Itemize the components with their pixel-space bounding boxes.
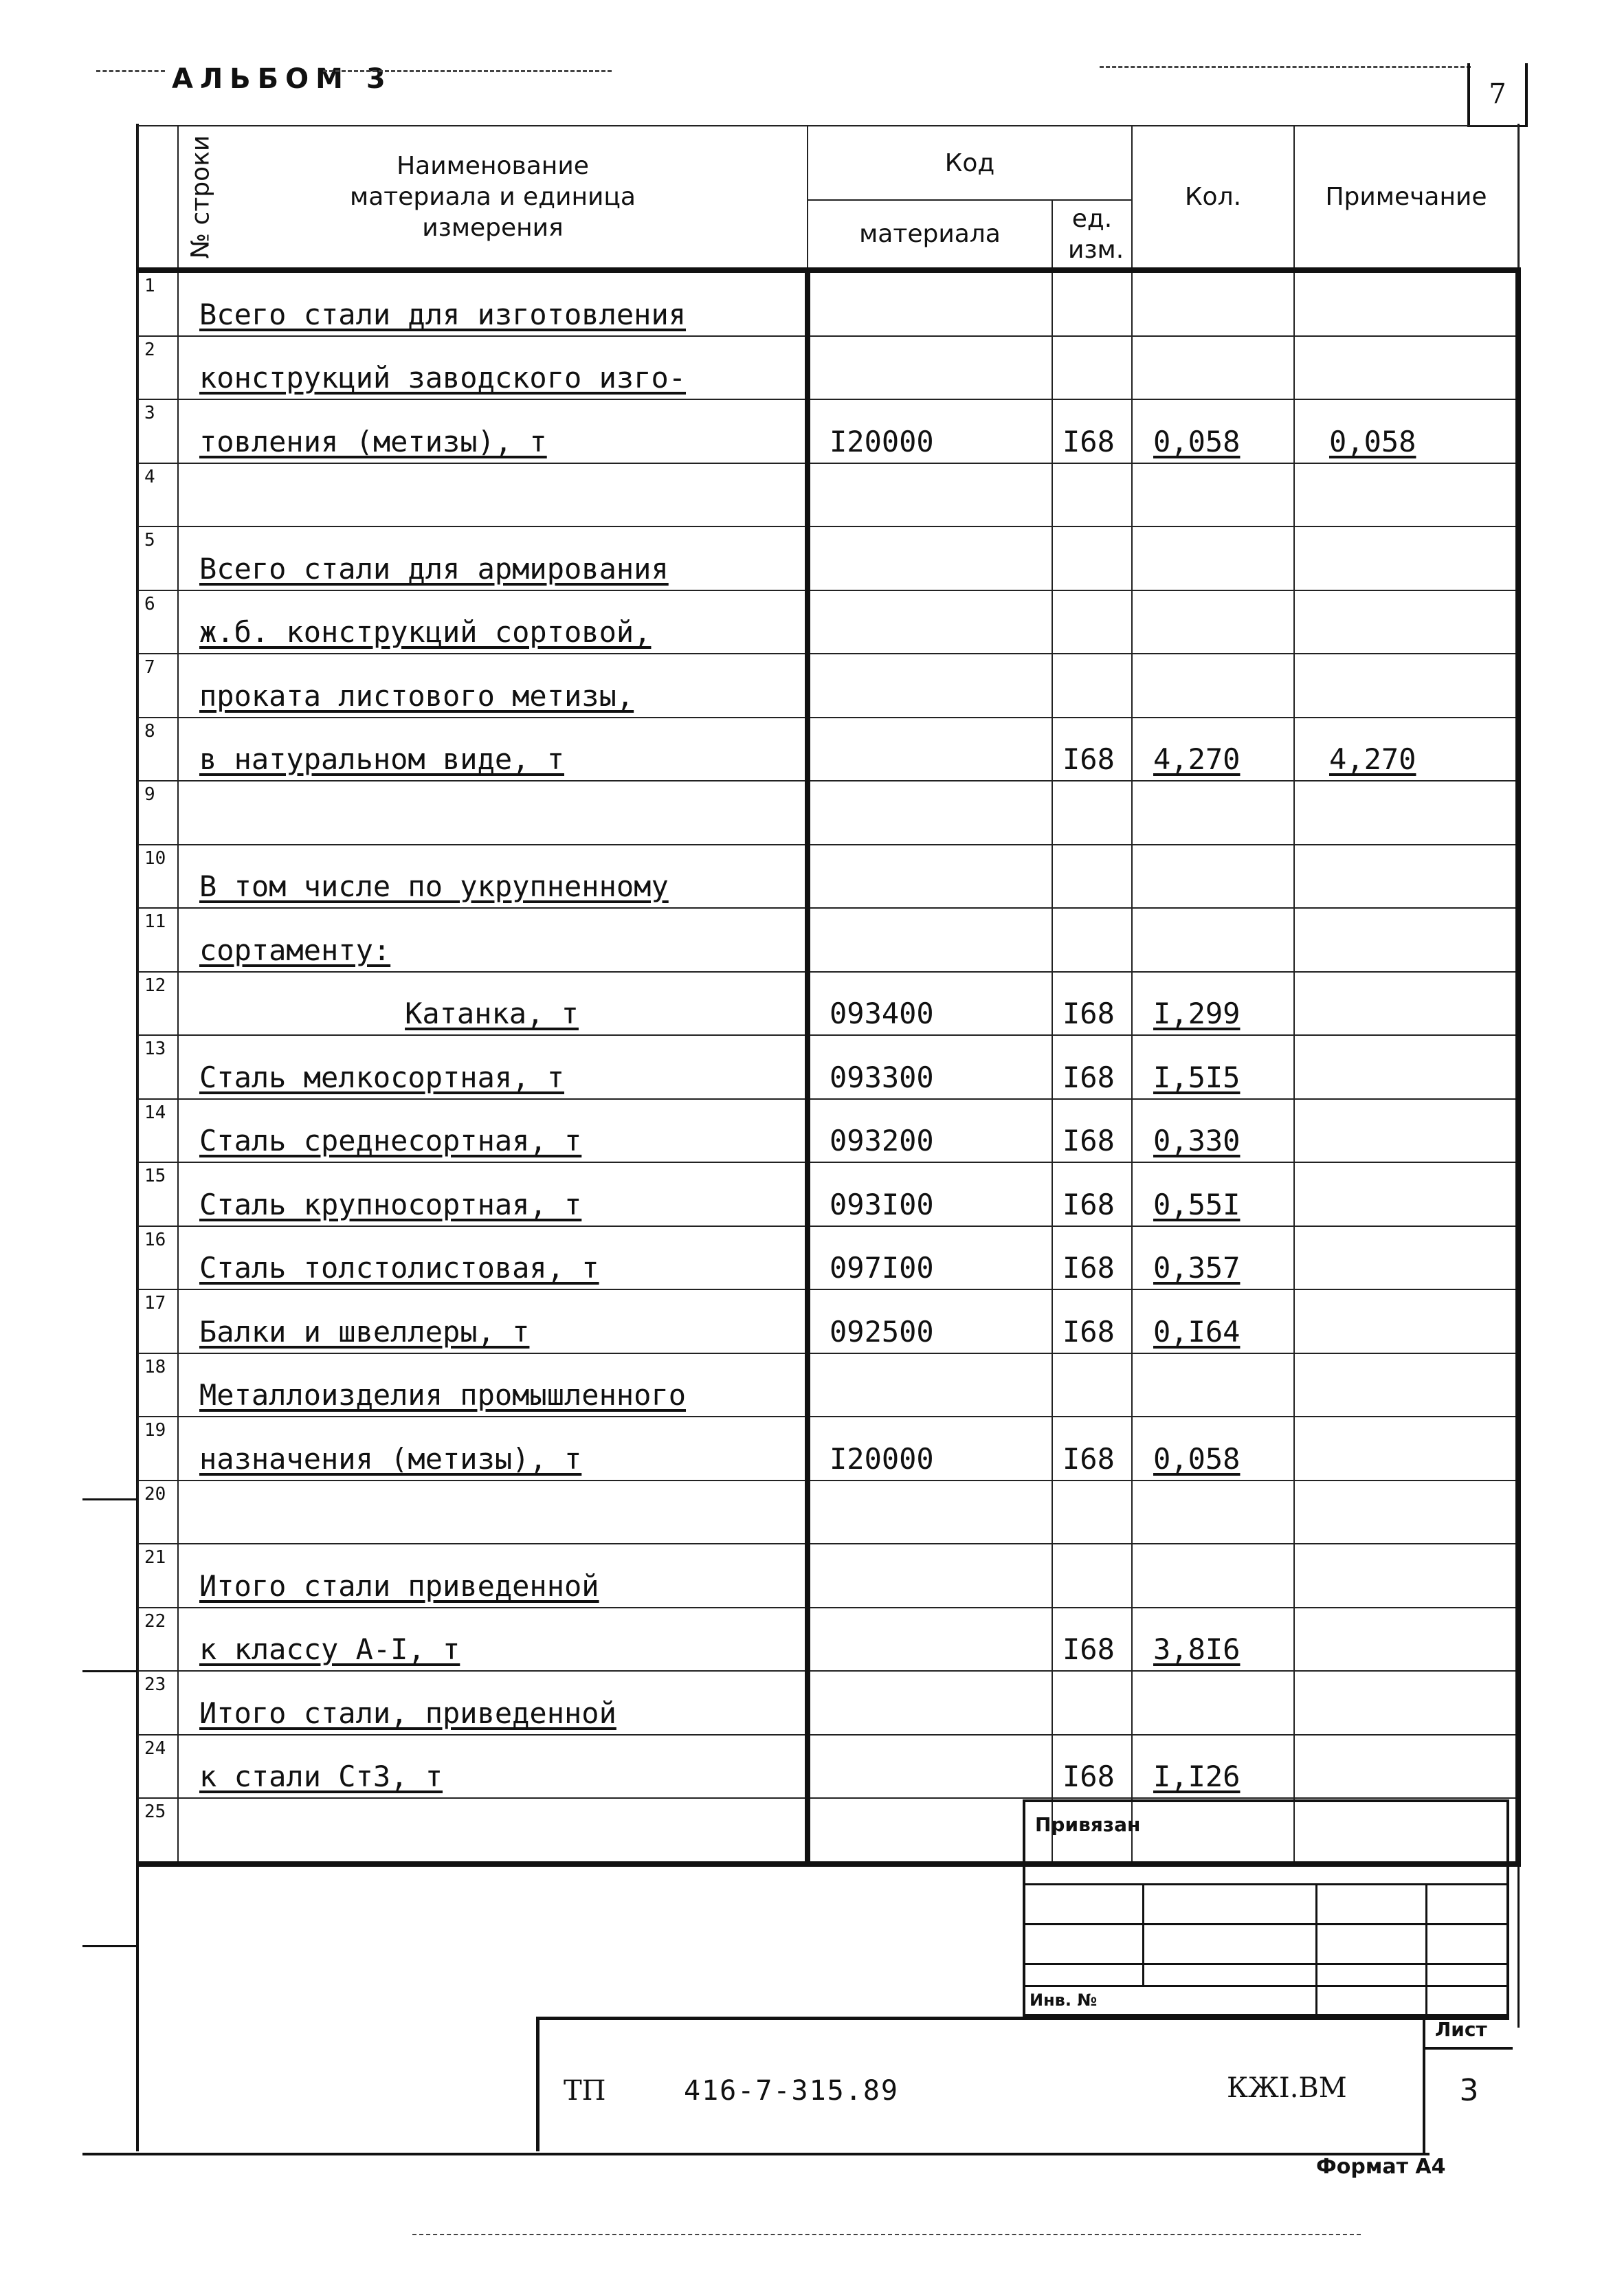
table-row bbox=[138, 1099, 1518, 1163]
note bbox=[1294, 270, 1518, 336]
table-row bbox=[138, 1162, 1518, 1226]
material-code bbox=[808, 1353, 1052, 1417]
project-number: 416-7-315.89 bbox=[684, 2075, 899, 2107]
unit-code bbox=[1052, 463, 1132, 527]
header-quantity: Кол. bbox=[1132, 126, 1294, 270]
material-name: в натуральном виде, т bbox=[178, 718, 808, 781]
sheet-box-divider bbox=[1425, 2047, 1513, 2050]
table-row bbox=[138, 1481, 1518, 1544]
material-code: I20000 bbox=[808, 1417, 1052, 1481]
page-number: 7 bbox=[1467, 63, 1528, 127]
material-name bbox=[178, 1798, 808, 1864]
row-number: 6 bbox=[138, 590, 178, 654]
note bbox=[1294, 526, 1518, 590]
material-name: проката листового метизы, bbox=[178, 654, 808, 718]
material-code bbox=[808, 463, 1052, 527]
note bbox=[1294, 1608, 1518, 1672]
material-name: Всего стали для изготовления bbox=[178, 270, 808, 336]
top-dash-left bbox=[96, 70, 165, 72]
table-row bbox=[138, 1671, 1518, 1735]
material-name bbox=[178, 463, 808, 527]
table-row bbox=[138, 1417, 1518, 1481]
note: 0,058 bbox=[1294, 399, 1518, 463]
material-name: Металлоизделия промышленного bbox=[178, 1353, 808, 1417]
note: 4,270 bbox=[1294, 718, 1518, 781]
note bbox=[1294, 336, 1518, 400]
note bbox=[1294, 1226, 1518, 1290]
quantity: 4,270 bbox=[1132, 718, 1294, 781]
unit-code bbox=[1052, 781, 1132, 845]
binding-mark-1 bbox=[82, 1498, 137, 1500]
header-row-number: № строки bbox=[138, 126, 178, 270]
table-row bbox=[138, 270, 1518, 336]
row-number: 20 bbox=[138, 1481, 178, 1544]
header-name: Наименование материала и единица измерения bbox=[178, 126, 808, 270]
material-code bbox=[808, 654, 1052, 718]
materials-table bbox=[137, 125, 1521, 1867]
materials-table-body bbox=[138, 270, 1518, 1864]
unit-code: I68 bbox=[1052, 1099, 1132, 1163]
table-row bbox=[138, 1735, 1518, 1799]
quantity bbox=[1132, 336, 1294, 400]
material-code: 097I00 bbox=[808, 1226, 1052, 1290]
binding-stamp bbox=[1023, 1799, 1509, 2017]
quantity: 3,8I6 bbox=[1132, 1608, 1294, 1672]
unit-code: I68 bbox=[1052, 1735, 1132, 1799]
row-number: 16 bbox=[138, 1226, 178, 1290]
material-name: конструкций заводского изго- bbox=[178, 336, 808, 400]
quantity: 0,058 bbox=[1132, 1417, 1294, 1481]
material-name: к классу А-I, т bbox=[178, 1608, 808, 1672]
material-code bbox=[808, 718, 1052, 781]
table-row bbox=[138, 399, 1518, 463]
note bbox=[1294, 1417, 1518, 1481]
row-number: 9 bbox=[138, 781, 178, 845]
note bbox=[1294, 1481, 1518, 1544]
top-dash-right bbox=[1100, 66, 1471, 68]
quantity: I,5I5 bbox=[1132, 1035, 1294, 1099]
row-number: 8 bbox=[138, 718, 178, 781]
material-code bbox=[808, 908, 1052, 972]
quantity: 0,058 bbox=[1132, 399, 1294, 463]
row-number: 12 bbox=[138, 972, 178, 1036]
material-code: 092500 bbox=[808, 1289, 1052, 1353]
quantity: 0,I64 bbox=[1132, 1289, 1294, 1353]
material-code bbox=[808, 1608, 1052, 1672]
row-number: 17 bbox=[138, 1289, 178, 1353]
paper-format: Формат А4 bbox=[1316, 2155, 1446, 2179]
material-name: Итого стали, приведенной bbox=[178, 1671, 808, 1735]
unit-code: I68 bbox=[1052, 1417, 1132, 1481]
row-number: 21 bbox=[138, 1544, 178, 1608]
material-code: 093400 bbox=[808, 972, 1052, 1036]
note bbox=[1294, 1671, 1518, 1735]
quantity: 0,357 bbox=[1132, 1226, 1294, 1290]
note bbox=[1294, 1289, 1518, 1353]
note bbox=[1294, 590, 1518, 654]
sheet-number: 3 bbox=[1459, 2073, 1479, 2108]
quantity: 0,55I bbox=[1132, 1162, 1294, 1226]
unit-code: I68 bbox=[1052, 1035, 1132, 1099]
material-code bbox=[808, 1798, 1052, 1864]
material-code bbox=[808, 1735, 1052, 1799]
material-code: 093300 bbox=[808, 1035, 1052, 1099]
row-number: 23 bbox=[138, 1671, 178, 1735]
row-number: 18 bbox=[138, 1353, 178, 1417]
bottom-dash bbox=[412, 2234, 1361, 2235]
project-prefix: ТП bbox=[564, 2075, 606, 2107]
row-number: 13 bbox=[138, 1035, 178, 1099]
unit-code bbox=[1052, 336, 1132, 400]
unit-code bbox=[1052, 654, 1132, 718]
quantity bbox=[1132, 1353, 1294, 1417]
row-number: 10 bbox=[138, 845, 178, 909]
quantity: I,299 bbox=[1132, 972, 1294, 1036]
header-code-material: материала bbox=[808, 200, 1052, 270]
inventory-number-label: Инв. № bbox=[1030, 1991, 1098, 2010]
material-code bbox=[808, 336, 1052, 400]
top-dash-mid bbox=[323, 70, 612, 72]
album-title: АЛЬБОМ 3 bbox=[172, 63, 392, 95]
table-row bbox=[138, 1608, 1518, 1672]
note bbox=[1294, 1035, 1518, 1099]
table-row bbox=[138, 1544, 1518, 1608]
binding-mark-3 bbox=[82, 1945, 137, 1947]
quantity bbox=[1132, 1671, 1294, 1735]
binding-vline bbox=[1425, 1883, 1427, 2017]
table-row bbox=[138, 1035, 1518, 1099]
material-name: Сталь толстолистовая, т bbox=[178, 1226, 808, 1290]
unit-code bbox=[1052, 270, 1132, 336]
note bbox=[1294, 845, 1518, 909]
material-name: Балки и швеллеры, т bbox=[178, 1289, 808, 1353]
row-number: 25 bbox=[138, 1798, 178, 1864]
note bbox=[1294, 1099, 1518, 1163]
material-code bbox=[808, 781, 1052, 845]
material-name bbox=[178, 781, 808, 845]
unit-code bbox=[1052, 1481, 1132, 1544]
unit-code bbox=[1052, 526, 1132, 590]
row-number: 24 bbox=[138, 1735, 178, 1799]
quantity bbox=[1132, 526, 1294, 590]
binding-vline bbox=[1315, 1883, 1317, 2017]
row-number: 5 bbox=[138, 526, 178, 590]
quantity bbox=[1132, 908, 1294, 972]
material-code bbox=[808, 845, 1052, 909]
row-number: 1 bbox=[138, 270, 178, 336]
note bbox=[1294, 1735, 1518, 1799]
binding-vline bbox=[1142, 1883, 1144, 1985]
material-name: товления (метизы), т bbox=[178, 399, 808, 463]
table-row bbox=[138, 972, 1518, 1036]
quantity bbox=[1132, 1481, 1294, 1544]
unit-code: I68 bbox=[1052, 972, 1132, 1036]
table-row bbox=[138, 590, 1518, 654]
table-row bbox=[138, 845, 1518, 909]
table-row bbox=[138, 1289, 1518, 1353]
row-number: 14 bbox=[138, 1099, 178, 1163]
unit-code bbox=[1052, 1671, 1132, 1735]
note bbox=[1294, 463, 1518, 527]
header-code: Код bbox=[808, 126, 1132, 200]
material-code: 093I00 bbox=[808, 1162, 1052, 1226]
material-code: I20000 bbox=[808, 399, 1052, 463]
material-code: 093200 bbox=[808, 1099, 1052, 1163]
sheet-box bbox=[1423, 2017, 1513, 2155]
document-mark: КЖI.ВМ bbox=[1227, 2072, 1347, 2104]
unit-code bbox=[1052, 1353, 1132, 1417]
frame-bottom-border bbox=[82, 2153, 1430, 2155]
material-code bbox=[808, 1481, 1052, 1544]
material-name bbox=[178, 1481, 808, 1544]
note bbox=[1294, 1353, 1518, 1417]
table-row bbox=[138, 463, 1518, 527]
material-name: Сталь мелкосортная, т bbox=[178, 1035, 808, 1099]
material-code bbox=[808, 590, 1052, 654]
quantity bbox=[1132, 270, 1294, 336]
binding-line bbox=[1025, 1883, 1506, 1885]
unit-code: I68 bbox=[1052, 1608, 1132, 1672]
binding-line bbox=[1025, 1963, 1506, 1965]
binding-label: Привязан bbox=[1035, 1813, 1141, 1836]
note bbox=[1294, 781, 1518, 845]
material-name: ж.б. конструкций сортовой, bbox=[178, 590, 808, 654]
note bbox=[1294, 654, 1518, 718]
quantity bbox=[1132, 781, 1294, 845]
note bbox=[1294, 1162, 1518, 1226]
title-block bbox=[536, 2017, 1509, 2151]
unit-code bbox=[1052, 590, 1132, 654]
binding-line bbox=[1025, 1923, 1506, 1925]
material-name: Сталь среднесортная, т bbox=[178, 1099, 808, 1163]
material-name: В том числе по укрупненному bbox=[178, 845, 808, 909]
row-number: 11 bbox=[138, 908, 178, 972]
material-name: Катанка, т bbox=[178, 972, 808, 1036]
unit-code bbox=[1052, 1544, 1132, 1608]
material-name: сортаменту: bbox=[178, 908, 808, 972]
table-row bbox=[138, 781, 1518, 845]
row-number: 2 bbox=[138, 336, 178, 400]
quantity bbox=[1132, 463, 1294, 527]
unit-code: I68 bbox=[1052, 399, 1132, 463]
sheet-label: Лист bbox=[1435, 2018, 1487, 2041]
row-number: 19 bbox=[138, 1417, 178, 1481]
header-code-unit: ед. изм. bbox=[1052, 200, 1132, 270]
unit-code: I68 bbox=[1052, 1289, 1132, 1353]
table-row bbox=[138, 1226, 1518, 1290]
binding-mark-2 bbox=[82, 1670, 137, 1672]
quantity: 0,330 bbox=[1132, 1099, 1294, 1163]
row-number: 22 bbox=[138, 1608, 178, 1672]
binding-line bbox=[1025, 1985, 1506, 1987]
unit-code: I68 bbox=[1052, 1226, 1132, 1290]
quantity bbox=[1132, 654, 1294, 718]
unit-code: I68 bbox=[1052, 1162, 1132, 1226]
note bbox=[1294, 972, 1518, 1036]
material-name: Сталь крупносортная, т bbox=[178, 1162, 808, 1226]
material-code bbox=[808, 1544, 1052, 1608]
note bbox=[1294, 1544, 1518, 1608]
table-row bbox=[138, 1353, 1518, 1417]
material-name: Итого стали приведенной bbox=[178, 1544, 808, 1608]
unit-code bbox=[1052, 908, 1132, 972]
table-row bbox=[138, 908, 1518, 972]
unit-code: I68 bbox=[1052, 718, 1132, 781]
material-code bbox=[808, 526, 1052, 590]
material-name: Всего стали для армирования bbox=[178, 526, 808, 590]
table-row bbox=[138, 654, 1518, 718]
material-code bbox=[808, 270, 1052, 336]
row-number: 7 bbox=[138, 654, 178, 718]
quantity bbox=[1132, 590, 1294, 654]
material-code bbox=[808, 1671, 1052, 1735]
quantity bbox=[1132, 845, 1294, 909]
table-row bbox=[138, 526, 1518, 590]
material-name: к стали Ст3, т bbox=[178, 1735, 808, 1799]
unit-code bbox=[1052, 845, 1132, 909]
table-row bbox=[138, 336, 1518, 400]
quantity bbox=[1132, 1544, 1294, 1608]
header-note: Примечание bbox=[1294, 126, 1518, 270]
row-number: 15 bbox=[138, 1162, 178, 1226]
table-row bbox=[138, 718, 1518, 781]
material-name: назначения (метизы), т bbox=[178, 1417, 808, 1481]
note bbox=[1294, 908, 1518, 972]
quantity: I,I26 bbox=[1132, 1735, 1294, 1799]
row-number: 3 bbox=[138, 399, 178, 463]
row-number: 4 bbox=[138, 463, 178, 527]
